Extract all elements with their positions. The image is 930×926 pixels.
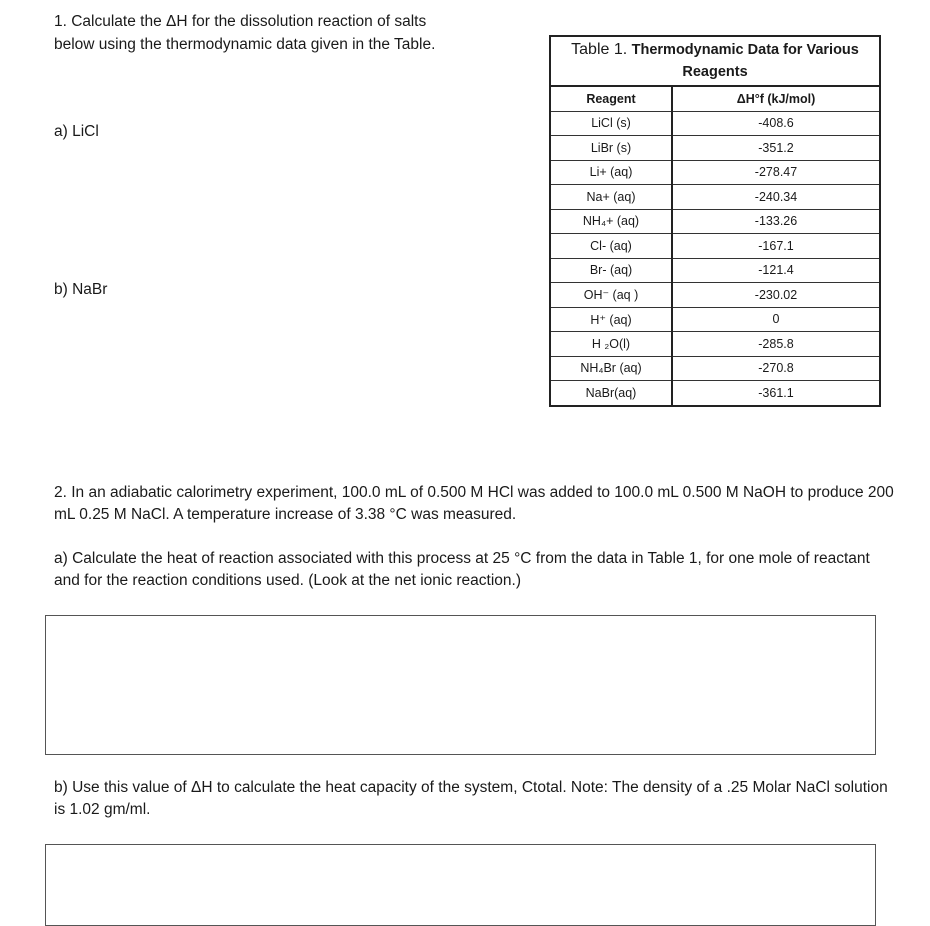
reagent-cell: Br- (aq) bbox=[551, 258, 672, 283]
table-row bbox=[551, 381, 879, 405]
table-row bbox=[551, 332, 879, 357]
reagent-cell: LiBr (s) bbox=[551, 136, 672, 161]
answer-box-2a[interactable] bbox=[45, 615, 876, 755]
question-2-prompt: 2. In an adiabatic calorimetry experiment, 100.0 mL of 0.500 M HCl was added to 100.0 mL 0.500 M NaOH to produce 200 mL 0.25 M NaCl. A temperature increase of 3.38 °C was measured. bbox=[54, 484, 894, 523]
data-table bbox=[551, 87, 879, 405]
enthalpy-cell: -167.1 bbox=[672, 234, 879, 259]
column-header-reagent: Reagent bbox=[551, 87, 672, 111]
reagent-cell: H⁺ (aq) bbox=[551, 307, 672, 332]
table-row bbox=[551, 209, 879, 234]
enthalpy-cell: -278.47 bbox=[672, 160, 879, 185]
table-row bbox=[551, 136, 879, 161]
thermodynamic-table bbox=[549, 35, 881, 407]
enthalpy-cell: -230.02 bbox=[672, 283, 879, 308]
enthalpy-cell: -121.4 bbox=[672, 258, 879, 283]
reagent-cell: H ₂O(l) bbox=[551, 332, 672, 357]
reagent-cell: OH⁻ (aq ) bbox=[551, 283, 672, 308]
reagent-cell: Li+ (aq) bbox=[551, 160, 672, 185]
table-row bbox=[551, 185, 879, 210]
table-caption bbox=[551, 37, 879, 87]
table-row bbox=[551, 234, 879, 259]
table-row bbox=[551, 111, 879, 136]
question-1-prompt: 1. Calculate the ΔH for the dissolution reaction of salts below using the thermodynamic data given in the Table. bbox=[54, 13, 436, 53]
enthalpy-cell: -240.34 bbox=[672, 185, 879, 210]
table-header-row bbox=[551, 87, 879, 111]
reagent-cell: NH₄+ (aq) bbox=[551, 209, 672, 234]
question-1-part-b: b) NaBr bbox=[54, 281, 108, 298]
reagent-cell: Cl- (aq) bbox=[551, 234, 672, 259]
enthalpy-cell: -351.2 bbox=[672, 136, 879, 161]
enthalpy-cell: -408.6 bbox=[672, 111, 879, 136]
table-row bbox=[551, 258, 879, 283]
table-caption-label: Table 1. bbox=[571, 41, 632, 58]
reagent-cell: NH₄Br (aq) bbox=[551, 356, 672, 381]
reagent-cell: LiCl (s) bbox=[551, 111, 672, 136]
enthalpy-cell: -285.8 bbox=[672, 332, 879, 357]
table-row bbox=[551, 356, 879, 381]
enthalpy-cell: 0 bbox=[672, 307, 879, 332]
table-row bbox=[551, 160, 879, 185]
enthalpy-cell: -361.1 bbox=[672, 381, 879, 405]
column-header-enthalpy: ΔH°f (kJ/mol) bbox=[736, 91, 816, 106]
table-row bbox=[551, 307, 879, 332]
reagent-cell: Na+ (aq) bbox=[551, 185, 672, 210]
question-2-part-b: b) Use this value of ΔH to calculate the heat capacity of the system, Ctotal. Note: The density of a .25 Molar NaCl solution is 1.02 gm/ml. bbox=[54, 779, 888, 818]
enthalpy-cell: -133.26 bbox=[672, 209, 879, 234]
reagent-cell: NaBr(aq) bbox=[551, 381, 672, 405]
question-1-part-a: a) LiCl bbox=[54, 123, 99, 140]
table-caption-title: Thermodynamic Data for Various Reagents bbox=[631, 42, 859, 80]
question-2-part-a: a) Calculate the heat of reaction associated with this process at 25 °C from the data in Table 1, for one mole of reactant and for the reaction conditions used. (Look at the net ionic reaction.) bbox=[54, 550, 870, 589]
enthalpy-cell: -270.8 bbox=[672, 356, 879, 381]
table-row bbox=[551, 283, 879, 308]
